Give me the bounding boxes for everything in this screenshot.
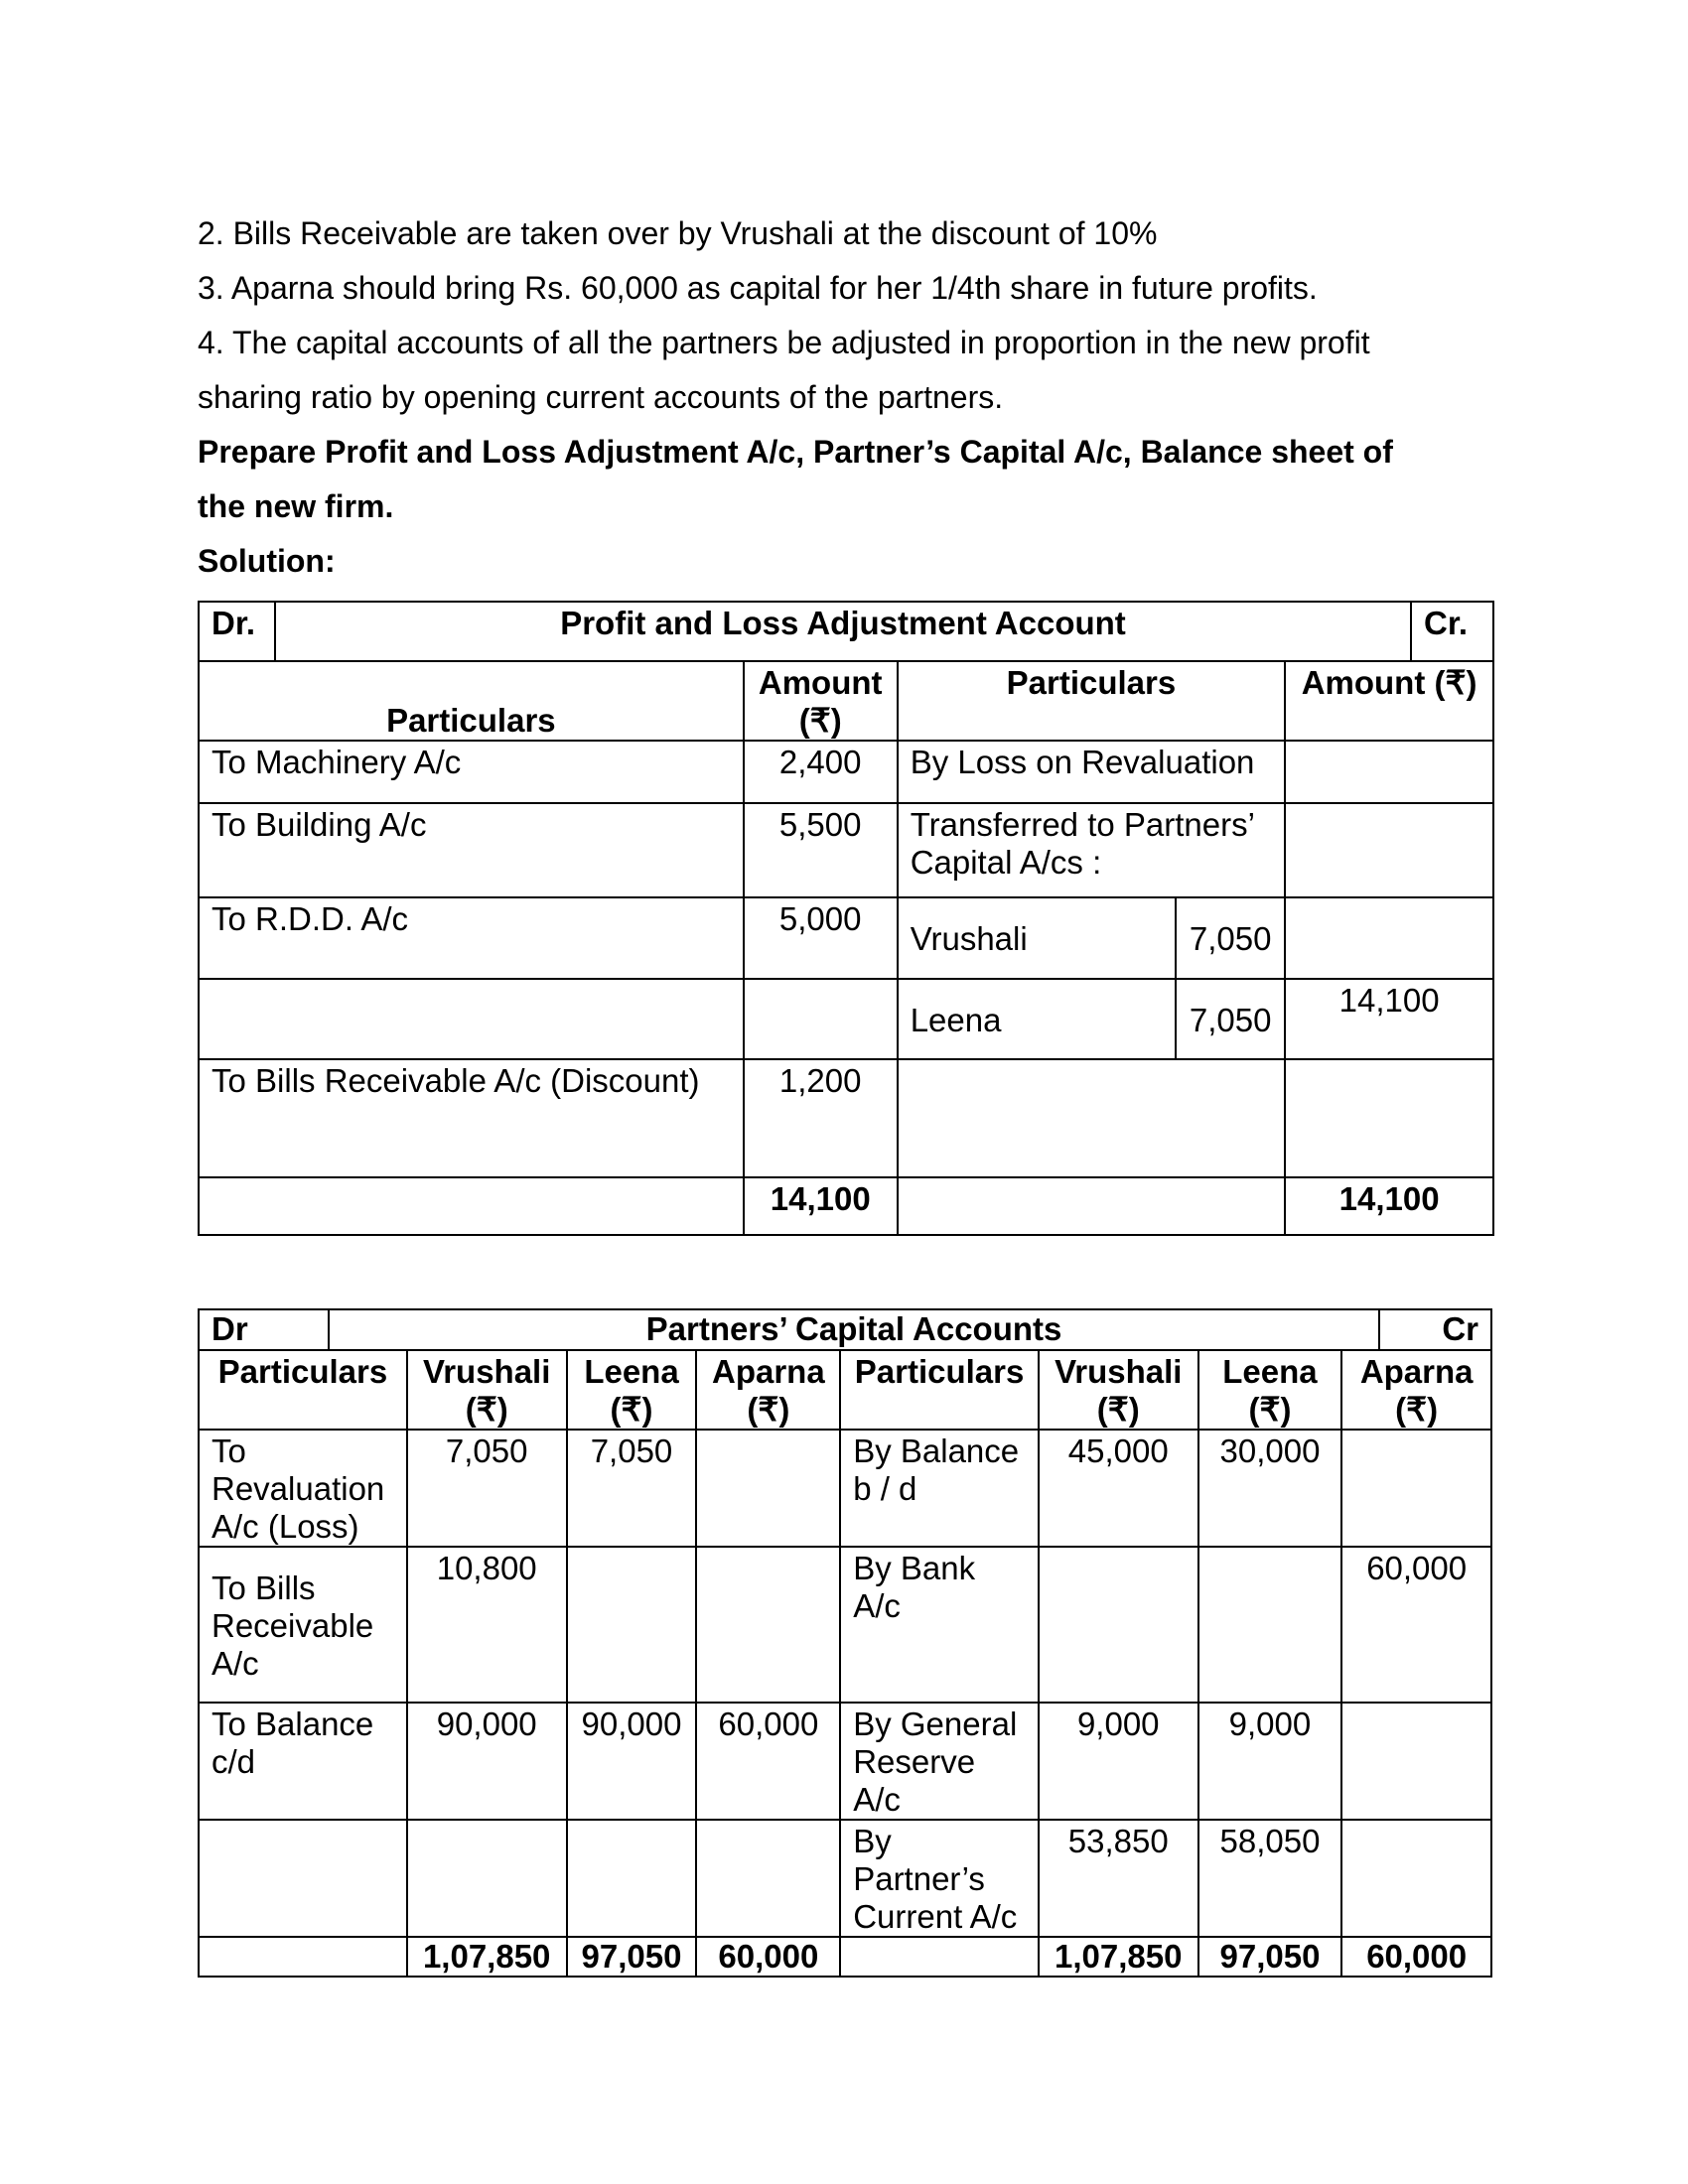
capital-dr-aparna: [696, 1820, 840, 1937]
capital-cr-leena: 58,050: [1198, 1820, 1342, 1937]
capital-dr-vrushali: 10,800: [407, 1547, 567, 1703]
table-row: [199, 1820, 1491, 1937]
pl-credit-amount-empty: [1285, 897, 1493, 979]
capital-dr-aparna: 60,000: [696, 1703, 840, 1820]
capital-dr-vrushali: 90,000: [407, 1703, 567, 1820]
table-row: [199, 897, 1493, 979]
capital-dr-particular: To Bills Receivable A/c: [199, 1547, 407, 1703]
capital-header-vrushali-right: Vrushali (₹): [1039, 1350, 1198, 1430]
capital-header-aparna-right: Aparna (₹): [1341, 1350, 1491, 1430]
capital-header-leena-right: Leena (₹): [1198, 1350, 1342, 1430]
capital-title: Partners’ Capital Accounts: [329, 1309, 1379, 1350]
capital-dr-leena: [567, 1547, 697, 1703]
pl-cr-label: Cr.: [1411, 602, 1493, 661]
capital-cr-vrushali: 45,000: [1039, 1430, 1198, 1547]
pl-credit-empty: [898, 1059, 1285, 1177]
capital-header-particulars-right: Particulars: [840, 1350, 1039, 1430]
capital-cr-leena: 9,000: [1198, 1703, 1342, 1820]
question-line-2: the new firm.: [198, 488, 394, 524]
pl-partner-name: Vrushali: [898, 897, 1177, 979]
capital-cr-aparna: 60,000: [1341, 1547, 1491, 1703]
pl-transfer-total: 14,100: [1285, 979, 1493, 1059]
pl-debit-amount: 1,200: [744, 1059, 898, 1177]
question-line-1: Prepare Profit and Loss Adjustment A/c, Partner’s Capital A/c, Balance sheet of: [198, 434, 1393, 470]
capital-dr-vrushali: [407, 1820, 567, 1937]
capital-cr-particular: By Bank A/c: [840, 1547, 1039, 1703]
capital-dr-leena: 7,050: [567, 1430, 697, 1547]
capital-cr-label: Cr: [1379, 1309, 1491, 1350]
pl-header-row: [199, 661, 1493, 741]
capital-cr-particular: By General Reserve A/c: [840, 1703, 1039, 1820]
capital-dr-aparna: [696, 1430, 840, 1547]
pl-credit-amount-empty: [1285, 741, 1493, 803]
pl-partner-name: Leena: [898, 979, 1177, 1059]
pl-debit-amount: 5,000: [744, 897, 898, 979]
capital-cr-vrushali: 9,000: [1039, 1703, 1198, 1820]
capital-total-dr-leena: 97,050: [567, 1937, 697, 1977]
capital-dr-aparna: [696, 1547, 840, 1703]
table-row: [199, 1547, 1491, 1703]
capital-dr-leena: [567, 1820, 697, 1937]
capital-dr-vrushali: 7,050: [407, 1430, 567, 1547]
capital-dr-particular: To Revaluation A/c (Loss): [199, 1430, 407, 1547]
capital-total-label-empty: [199, 1937, 407, 1977]
capital-cr-aparna: [1341, 1703, 1491, 1820]
table-row: [199, 1059, 1493, 1177]
pl-total-row: [199, 1177, 1493, 1235]
pl-total-right: 14,100: [1285, 1177, 1493, 1235]
pl-total-label-empty: [898, 1177, 1285, 1235]
capital-cr-particular: By Partner’s Current A/c: [840, 1820, 1039, 1937]
pl-debit-particular: To Machinery A/c: [199, 741, 744, 803]
capital-cr-leena: 30,000: [1198, 1430, 1342, 1547]
capital-total-dr-aparna: 60,000: [696, 1937, 840, 1977]
pl-title-table: [198, 601, 1494, 662]
pl-header-particulars-left: Particulars: [199, 661, 744, 741]
pl-credit-transfer-label: Transferred to Partners’ Capital A/cs :: [898, 803, 1285, 897]
table-row: [199, 803, 1493, 897]
pl-debit-particular: To R.D.D. A/c: [199, 897, 744, 979]
table-row: [199, 741, 1493, 803]
capital-dr-particular: [199, 1820, 407, 1937]
pl-debit-particular: To Bills Receivable A/c (Discount): [199, 1059, 744, 1177]
capital-total-dr-vrushali: 1,07,850: [407, 1937, 567, 1977]
capital-cr-leena: [1198, 1547, 1342, 1703]
capital-total-cr-aparna: 60,000: [1341, 1937, 1491, 1977]
capital-header-aparna-left: Aparna (₹): [696, 1350, 840, 1430]
intro-line-4: 4. The capital accounts of all the partners be adjusted in proportion in the new profit: [198, 325, 1370, 360]
pl-total-left: 14,100: [744, 1177, 898, 1235]
pl-total-label-empty: [199, 1177, 744, 1235]
capital-cr-aparna: [1341, 1820, 1491, 1937]
pl-partner-amount: 7,050: [1176, 979, 1285, 1059]
intro-line-3: 3. Aparna should bring Rs. 60,000 as capital for her 1/4th share in future profits.: [198, 270, 1318, 306]
capital-total-cr-leena: 97,050: [1198, 1937, 1342, 1977]
intro-line-4-cont: sharing ratio by opening current accounts of the partners.: [198, 379, 1004, 415]
capital-header-particulars-left: Particulars: [199, 1350, 407, 1430]
capital-dr-label: Dr: [199, 1309, 329, 1350]
pl-header-amount-left: Amount (₹): [744, 661, 898, 741]
table-row: [199, 1703, 1491, 1820]
solution-label: Solution:: [198, 543, 336, 579]
capital-total-cr-vrushali: 1,07,850: [1039, 1937, 1198, 1977]
table-row: [199, 979, 1493, 1059]
capital-dr-leena: 90,000: [567, 1703, 697, 1820]
capital-cr-aparna: [1341, 1430, 1491, 1547]
pl-debit-particular: [199, 979, 744, 1059]
pl-debit-particular: To Building A/c: [199, 803, 744, 897]
pl-header-particulars-right: Particulars: [898, 661, 1285, 741]
capital-cr-vrushali: [1039, 1547, 1198, 1703]
pl-debit-amount: 2,400: [744, 741, 898, 803]
pl-debit-amount: [744, 979, 898, 1059]
capital-account-table: [198, 1349, 1492, 1978]
pl-debit-amount: 5,500: [744, 803, 898, 897]
capital-header-vrushali-left: Vrushali (₹): [407, 1350, 567, 1430]
capital-cr-particular: By Balance b / d: [840, 1430, 1039, 1547]
pl-credit-loss-label: By Loss on Revaluation: [898, 741, 1285, 803]
pl-dr-label: Dr.: [199, 602, 275, 661]
pl-title: Profit and Loss Adjustment Account: [275, 602, 1411, 661]
capital-header-row: [199, 1350, 1491, 1430]
pl-header-amount-right: Amount (₹): [1285, 661, 1493, 741]
pl-partner-amount: 7,050: [1176, 897, 1285, 979]
capital-title-table: [198, 1308, 1492, 1351]
pl-credit-amount-empty: [1285, 803, 1493, 897]
pl-credit-amount-empty: [1285, 1059, 1493, 1177]
capital-total-label-empty: [840, 1937, 1039, 1977]
capital-cr-vrushali: 53,850: [1039, 1820, 1198, 1937]
capital-total-row: [199, 1937, 1491, 1977]
capital-header-leena-left: Leena (₹): [567, 1350, 697, 1430]
intro-line-2: 2. Bills Receivable are taken over by Vrushali at the discount of 10%: [198, 215, 1158, 251]
capital-dr-particular: To Balance c/d: [199, 1703, 407, 1820]
table-row: [199, 1430, 1491, 1547]
pl-account-table: [198, 660, 1494, 1236]
